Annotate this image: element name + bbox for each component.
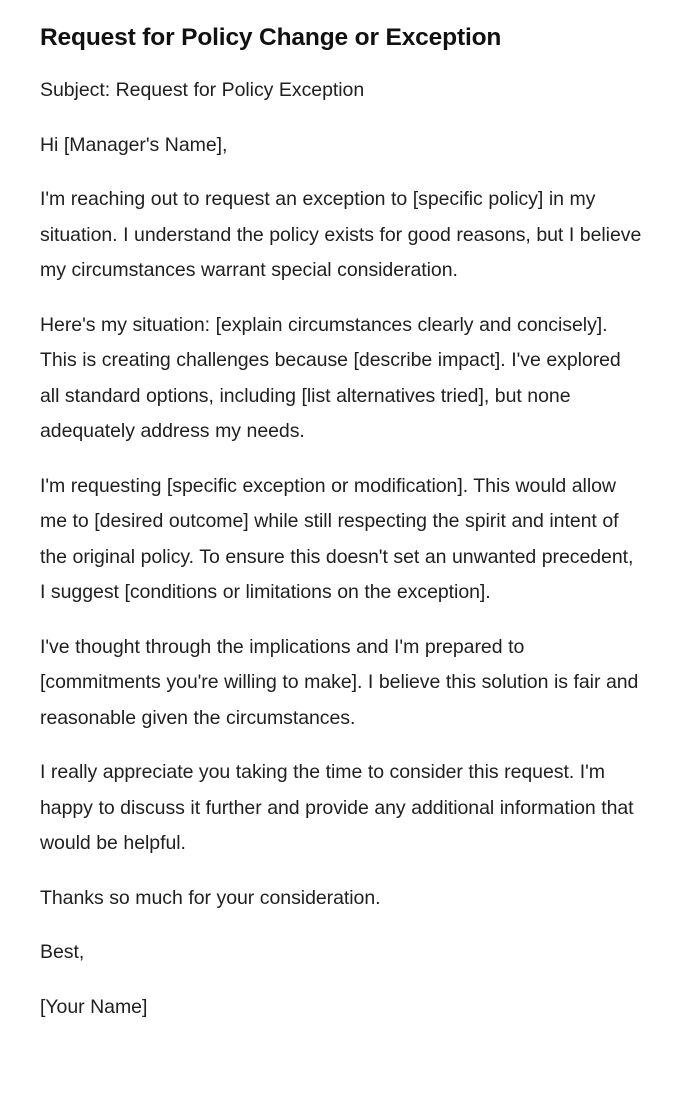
paragraph-signature: [Your Name] <box>40 995 148 1018</box>
paragraph-signoff: Best, <box>40 941 85 964</box>
paragraph-request-intro: I'm reaching out to request an exception to [specific policy] in my situation. I understand the policy exists for good reasons, but I believe my circumstances warrant special consideration. <box>40 188 642 282</box>
page-title: Request for Policy Change or Exception <box>40 24 502 51</box>
paragraph-thanks: Thanks so much for your consideration. <box>40 886 381 909</box>
paragraph-greeting: Hi [Manager's Name], <box>40 133 228 156</box>
paragraph-requested-exception: I'm requesting [specific exception or modification]. This would allow me to [desired outcome] while still respecting the spirit and intent of the original policy. To ensure this doesn't set an unwanted precedent, I suggest [conditions or limitations on the exception]. <box>40 474 634 604</box>
paragraph-implications: I've thought through the implications and I'm prepared to [commitments you're willing to make]. I believe this solution is fair and reasonable given the circumstances. <box>40 635 639 729</box>
paragraph-appreciation: I really appreciate you taking the time to consider this request. I'm happy to discuss it further and provide any additional information that would be helpful. <box>40 761 634 855</box>
paragraph-situation: Here's my situation: [explain circumstances clearly and concisely]. This is creating challenges because [describe impact]. I've explored all standard options, including [list alternatives tried], but none adequately address my needs. <box>40 313 621 443</box>
paragraph-subject: Subject: Request for Policy Exception <box>40 79 365 102</box>
